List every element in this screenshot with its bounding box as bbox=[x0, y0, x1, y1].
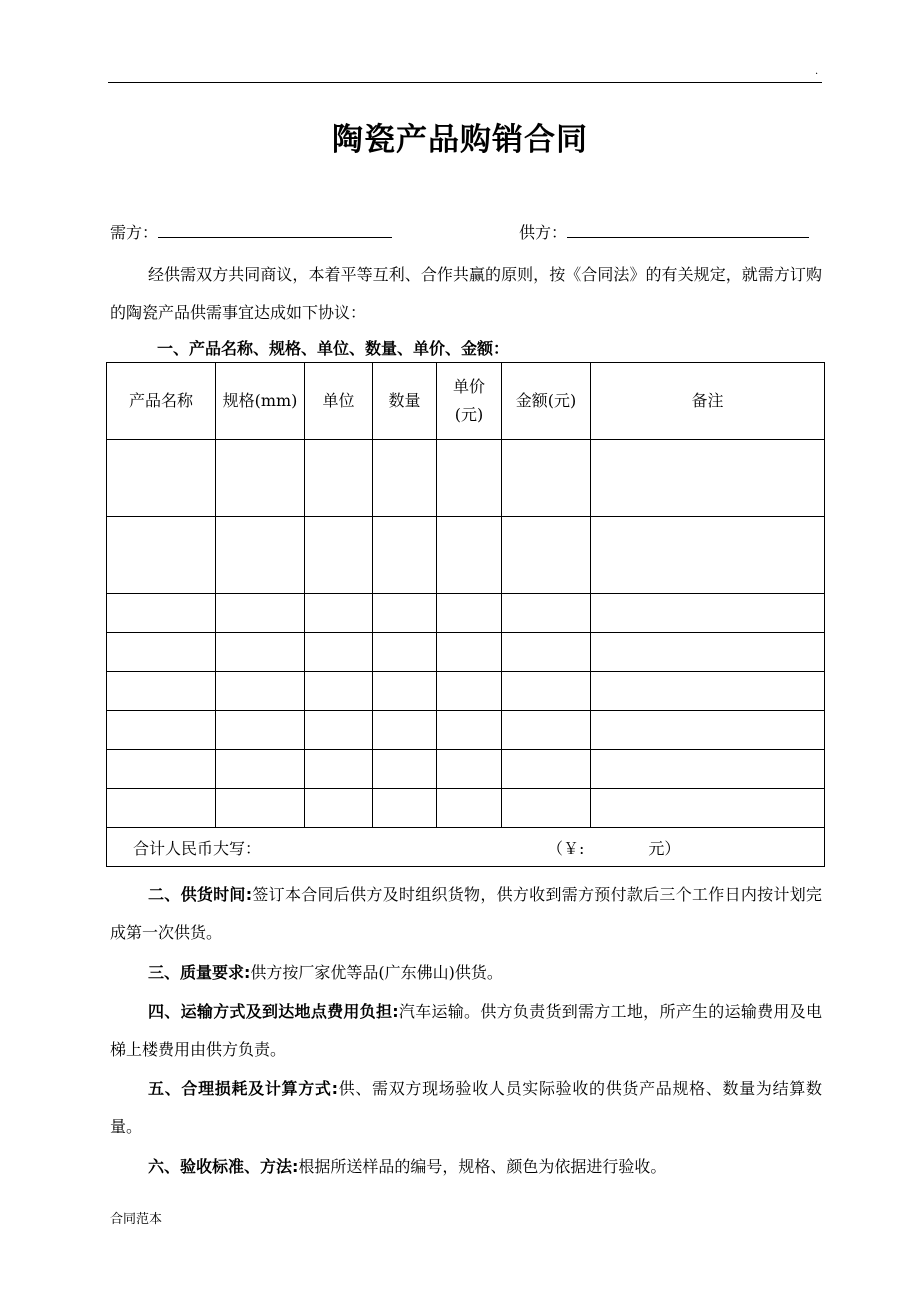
table-row bbox=[107, 750, 825, 789]
clause-6-text: 根据所送样品的编号，规格、颜色为依据进行验收。 bbox=[298, 1157, 667, 1176]
footer-text: 合同范本 bbox=[110, 1212, 163, 1227]
table-row bbox=[107, 789, 825, 828]
intro-paragraph: 经供需双方共同商议，本着平等互利、合作共赢的原则，按《合同法》的有关规定，就需方订购的陶瓷产品供需事宜达成如下协议： bbox=[110, 265, 822, 322]
header-price-line1: 单价 bbox=[452, 377, 485, 396]
clause-4-text: 汽车运输。供方负责货到需方工地，所产生的运输费用及电梯上楼费用由供方负责。 bbox=[110, 1002, 822, 1059]
table-row bbox=[107, 594, 825, 633]
header-unit: 单位 bbox=[305, 363, 373, 440]
buyer-label: 需方： bbox=[110, 223, 159, 242]
total-label: 合计人民币大写： bbox=[133, 838, 262, 858]
header-qty: 数量 bbox=[373, 363, 437, 440]
clause-4 bbox=[110, 993, 822, 1069]
clause-2-text: 签订本合同后供方及时组织货物，供方收到需方预付款后三个工作日内按计划完成第一次供货。 bbox=[110, 885, 822, 942]
table-row bbox=[107, 440, 825, 517]
seller-field bbox=[519, 222, 809, 244]
table-header-row bbox=[107, 363, 825, 440]
clause-3-text: 供方按厂家优等品(广东佛山)供货。 bbox=[250, 963, 503, 982]
buyer-field bbox=[110, 222, 392, 244]
table-row bbox=[107, 672, 825, 711]
clause-3-title: 三、质量要求: bbox=[148, 963, 251, 982]
seller-label: 供方： bbox=[519, 223, 568, 242]
header-spec: 规格(mm) bbox=[216, 363, 305, 440]
table-row bbox=[107, 711, 825, 750]
clause-5-title: 五、合理损耗及计算方式: bbox=[148, 1079, 338, 1098]
clause-3 bbox=[110, 954, 822, 992]
total-yen: （￥: 元） bbox=[547, 839, 681, 858]
clause-5-text: 供、需双方现场验收人员实际验收的供货产品规格、数量为结算数量。 bbox=[110, 1079, 822, 1136]
header-name: 产品名称 bbox=[107, 363, 216, 440]
goods-table bbox=[106, 362, 825, 867]
clause-2-title: 二、供货时间: bbox=[148, 885, 253, 904]
clause-6-title: 六、验收标准、方法: bbox=[148, 1157, 299, 1176]
clause-2 bbox=[110, 876, 822, 952]
header-price bbox=[437, 363, 502, 440]
total-cell[interactable] bbox=[107, 828, 825, 867]
header-price-line2: (元) bbox=[454, 405, 484, 424]
header-amount: 金额(元) bbox=[502, 363, 591, 440]
header-remark: 备注 bbox=[591, 363, 825, 440]
header-dot: . bbox=[815, 66, 819, 77]
clause-4-title: 四、运输方式及到达地点费用负担: bbox=[148, 1002, 399, 1021]
seller-blank[interactable] bbox=[567, 223, 809, 238]
clause-6 bbox=[110, 1148, 822, 1186]
section1-title: 一、产品名称、规格、单位、数量、单价、金额： bbox=[157, 339, 510, 358]
table-row bbox=[107, 517, 825, 594]
buyer-blank[interactable] bbox=[158, 223, 392, 238]
header-rule bbox=[108, 82, 822, 83]
table-row bbox=[107, 633, 825, 672]
clause-5 bbox=[110, 1070, 822, 1146]
table-total-row bbox=[107, 828, 825, 867]
document-title: 陶瓷产品购销合同 bbox=[332, 122, 588, 158]
